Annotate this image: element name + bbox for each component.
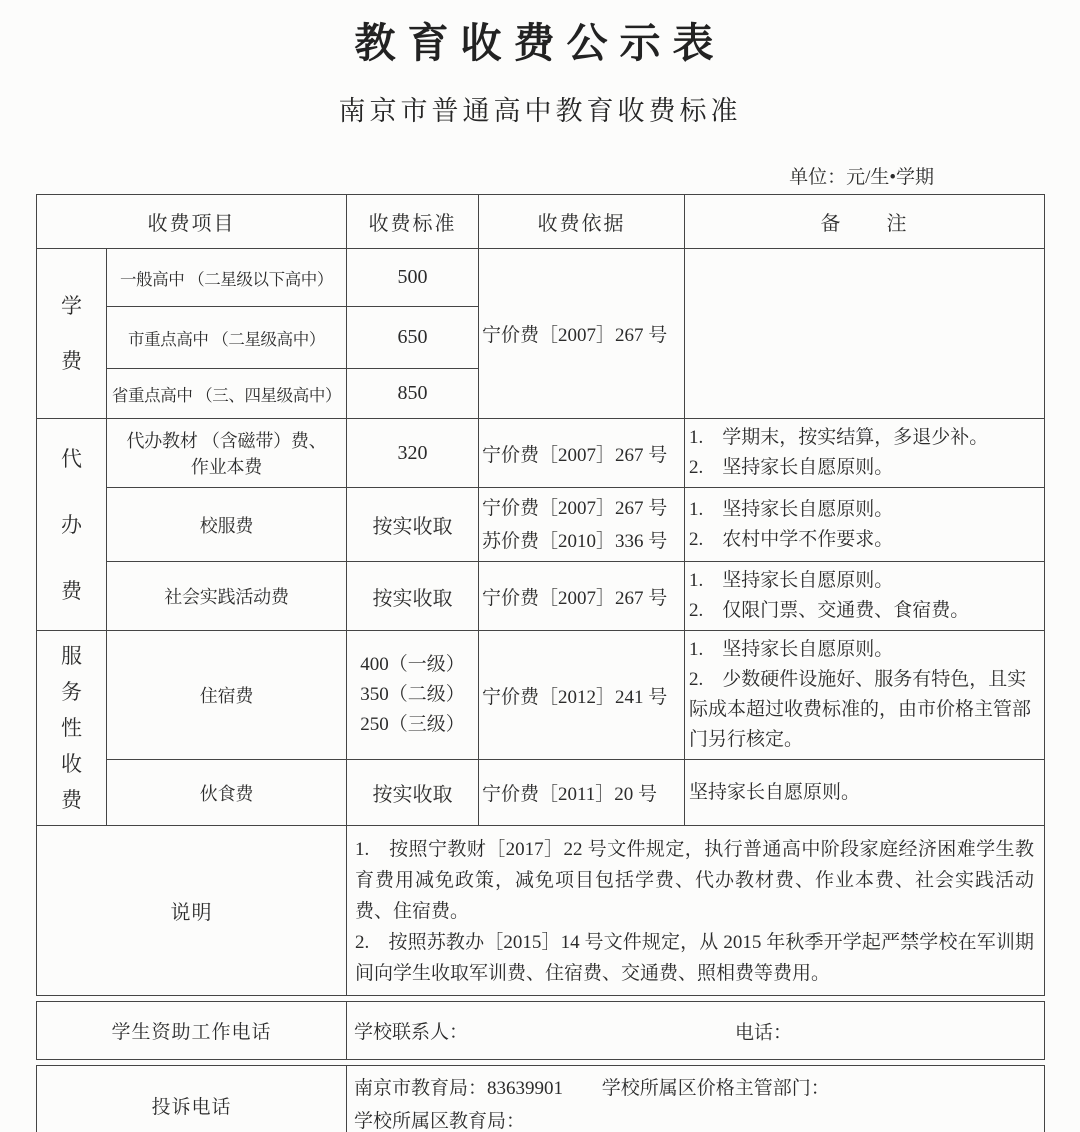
remark-line: 1. 学期末，按实结算，多退少补。 [689,427,989,448]
complaint-phone-table [36,1065,1045,1132]
complaint-line-2: 学校所属区教育局： [354,1111,526,1132]
note-item: 2. 按照苏教办［2015］14 号文件规定，从 2015 年秋季开学起严禁学校在军训期间向学生收取军训费、住宿费、交通费、照相费等费用。 [355,932,1034,984]
remark-line: 2. 仅限门票、交通费、食宿费。 [689,600,970,621]
standard-line: 250（三级） [360,714,465,735]
category-label-agency: 代办费 [60,446,82,603]
standard-cell: 500 [347,249,479,307]
standard-cell: 按实收取 [347,488,479,562]
remark-cell [685,631,1045,760]
aid-phone-content [347,1002,1045,1060]
page-subtitle: 南京市普通高中教育收费标准 [338,96,742,126]
table-row-aid-phone [37,1002,1045,1060]
category-cell-agency [37,419,107,631]
table-row-notes [37,826,1045,996]
header-row [37,195,1045,249]
standard-line: 350（二级） [360,684,465,705]
remark-cell-tuition [685,249,1045,419]
standard-cell: 按实收取 [347,760,479,826]
basis-cell: 宁价费［2012］241 号 [479,631,685,760]
standard-line: 400（一级） [360,654,465,675]
table-row-service-2 [37,760,1045,826]
item-cell: 伙食费 [107,760,347,826]
table-row-tuition-1 [37,249,1045,307]
aid-phone-table [36,1001,1045,1060]
basis-cell: 宁价费［2007］267 号 [479,562,685,631]
phone-label: 电话： [735,1022,793,1043]
col-header-item: 收费项目 [37,195,347,249]
category-label-service: 服务性收费 [60,644,82,812]
standard-cell: 850 [347,369,479,419]
remark-cell [685,760,1045,826]
item-cell: 社会实践活动费 [107,562,347,631]
basis-cell: 宁价费［2011］20 号 [479,760,685,826]
basis-cell: 宁价费［2007］267 号 [479,419,685,488]
unit-label: 单位：元/生•学期 [789,167,934,188]
basis-line: 宁价费［2007］267 号 [482,497,668,519]
item-cell: 一般高中 （二星级以下高中） [107,249,347,307]
remark-line: 坚持家长自愿原则。 [689,781,861,803]
basis-cell [479,488,685,562]
remark-line: 1. 坚持家长自愿原则。 [689,639,894,660]
item-line: 作业本费 [190,457,263,477]
table-row-complaint-phone [37,1066,1045,1132]
standard-cell: 按实收取 [347,562,479,631]
item-cell: 校服费 [107,488,347,562]
note-item: 1. 按照宁教财［2017］22 号文件规定，执行普通高中阶段家庭经济困难学生教 育费用减免政策，减免项目包括学费、代办教材费、作业本费、社会实践活动费、住宿费。 [355,839,1039,922]
aid-phone-label: 学生资助工作电话 [37,1002,347,1060]
category-cell-tuition [37,249,107,419]
standard-cell [347,631,479,760]
standard-cell: 650 [347,307,479,369]
remark-cell [685,419,1045,488]
remark-line: 2. 坚持家长自愿原则。 [689,457,894,478]
fee-table [36,194,1045,996]
category-cell-service [37,631,107,826]
district-price-dept-label: 学校所属区价格主管部门： [601,1078,830,1099]
basis-cell-tuition: 宁价费［2007］267 号 [479,249,685,419]
remark-line: 1. 坚持家长自愿原则。 [689,498,894,520]
col-header-standard: 收费标准 [347,195,479,249]
notes-body [347,826,1045,996]
item-cell: 省重点高中 （三、四星级高中） [107,369,347,419]
col-header-basis: 收费依据 [479,195,685,249]
table-row-agency-2 [37,488,1045,562]
notes-label: 说明 [37,826,347,996]
item-cell: 住宿费 [107,631,347,760]
table-row-service-1 [37,631,1045,760]
standard-cell: 320 [347,419,479,488]
complaint-phone-label: 投诉电话 [37,1066,347,1132]
category-label-tuition: 学费 [60,293,82,373]
remark-cell [685,488,1045,562]
page-title: 教育收费公示表 [354,20,726,66]
table-row-agency-3 [37,562,1045,631]
table-row-agency-1 [37,419,1045,488]
item-line: 代办教材 （含磁带）费、 [126,431,327,451]
complaint-phone-content [347,1066,1045,1132]
col-header-remark: 备 注 [685,195,1045,249]
remark-line: 2. 少数硬件设施好、服务有特色，且实际成本超过收费标准的，由市价格主管部门另行核定。 [689,669,1032,750]
item-cell: 市重点高中 （二星级高中） [107,307,347,369]
remark-line: 1. 坚持家长自愿原则。 [689,570,894,591]
fee-table-area [36,194,1044,1132]
city-education-bureau-phone: 南京市教育局：83639901 [354,1078,564,1099]
complaint-line-1 [354,1072,1037,1105]
contact-person-label: 学校联系人： [354,1022,469,1043]
item-cell [107,419,347,488]
remark-cell [685,562,1045,631]
basis-line: 苏价费［2010］336 号 [482,530,668,552]
remark-line: 2. 农村中学不作要求。 [689,528,894,550]
